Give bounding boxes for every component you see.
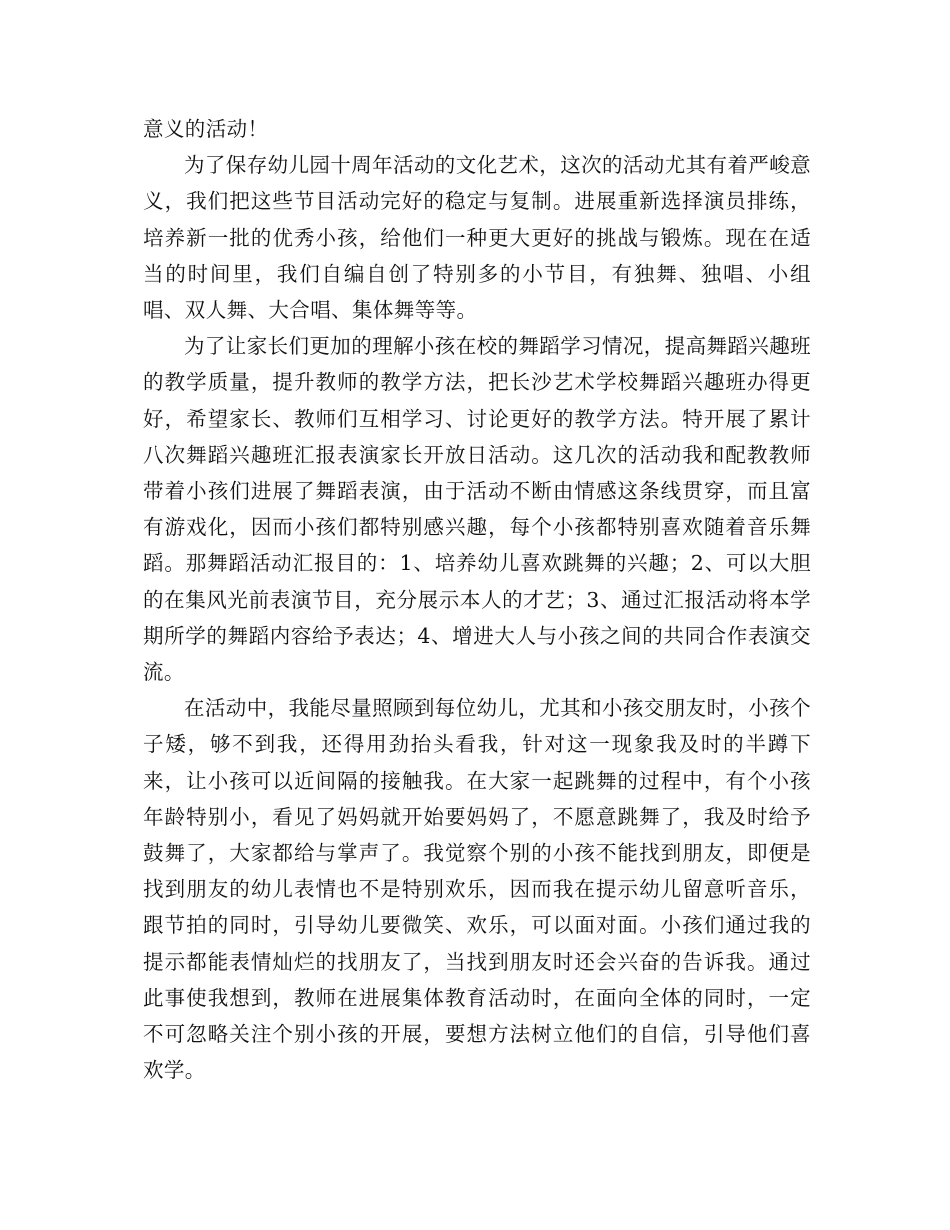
- body-text: [143, 111, 811, 1088]
- paragraph-parent-open-day: 为了让家长们更加的理解小孩在校的舞蹈学习情况，提高舞蹈兴趣班的教学质量，提升教师的教学方法，把长沙艺术学校舞蹈兴趣班办得更好，希望家长、教师们互相学习、讨论更好的教学方法。特开展了累计八次舞蹈兴趣班汇报表演家长开放日活动。这几次的活动我和配教教师带着小孩们进展了舞蹈表演，由于活动不断由情感这条线贯穿，而且富有游戏化，因而小孩们都特别感兴趣，每个小孩都特别喜欢随着音乐舞蹈。那舞蹈活动汇报目的：1、培养幼儿喜欢跳舞的兴趣；2、可以大胆的在集风光前表演节目，充分展示本人的才艺；3、通过汇报活动将本学期所学的舞蹈内容给予表达；4、增进大人与小孩之间的共同合作表演交流。: [143, 334, 811, 685]
- paragraph-reflection: 在活动中，我能尽量照顾到每位幼儿，尤其和小孩交朋友时，小孩个子矮，够不到我，还得用劲抬头看我，针对这一现象我及时的半蹲下来，让小孩可以近间隔的接触我。在大家一起跳舞的过程中，有个小孩年龄特别小，看见了妈妈就开始要妈妈了，不愿意跳舞了，我及时给予鼓舞了，大家都给与掌声了。我觉察个别的小孩不能找到朋友，即便是找到朋友的幼儿表情也不是特别欢乐，因而我在提示幼儿留意听音乐，跟节拍的同时，引导幼儿要微笑、欢乐，可以面对面。小孩们通过我的提示都能表情灿烂的找朋友了，当找到朋友时还会兴奋的告诉我。通过此事使我想到，教师在进展集体教育活动时，在面向全体的同时，一定不可忽略关注个别小孩的开展，要想方法树立他们的自信，引导他们喜欢学。: [143, 696, 811, 1083]
- paragraph-continuation: 意义的活动！: [143, 117, 269, 141]
- paragraph-preservation: 为了保存幼儿园十周年活动的文化艺术，这次的活动尤其有着严峻意义，我们把这些节目活动完好的稳定与复制。进展重新选择演员排练，培养新一批的优秀小孩，给他们一种更大更好的挑战与锻炼。现在在适当的时间里，我们自编自创了特别多的小节目，有独舞、独唱、小组唱、双人舞、大合唱、集体舞等等。: [143, 153, 811, 323]
